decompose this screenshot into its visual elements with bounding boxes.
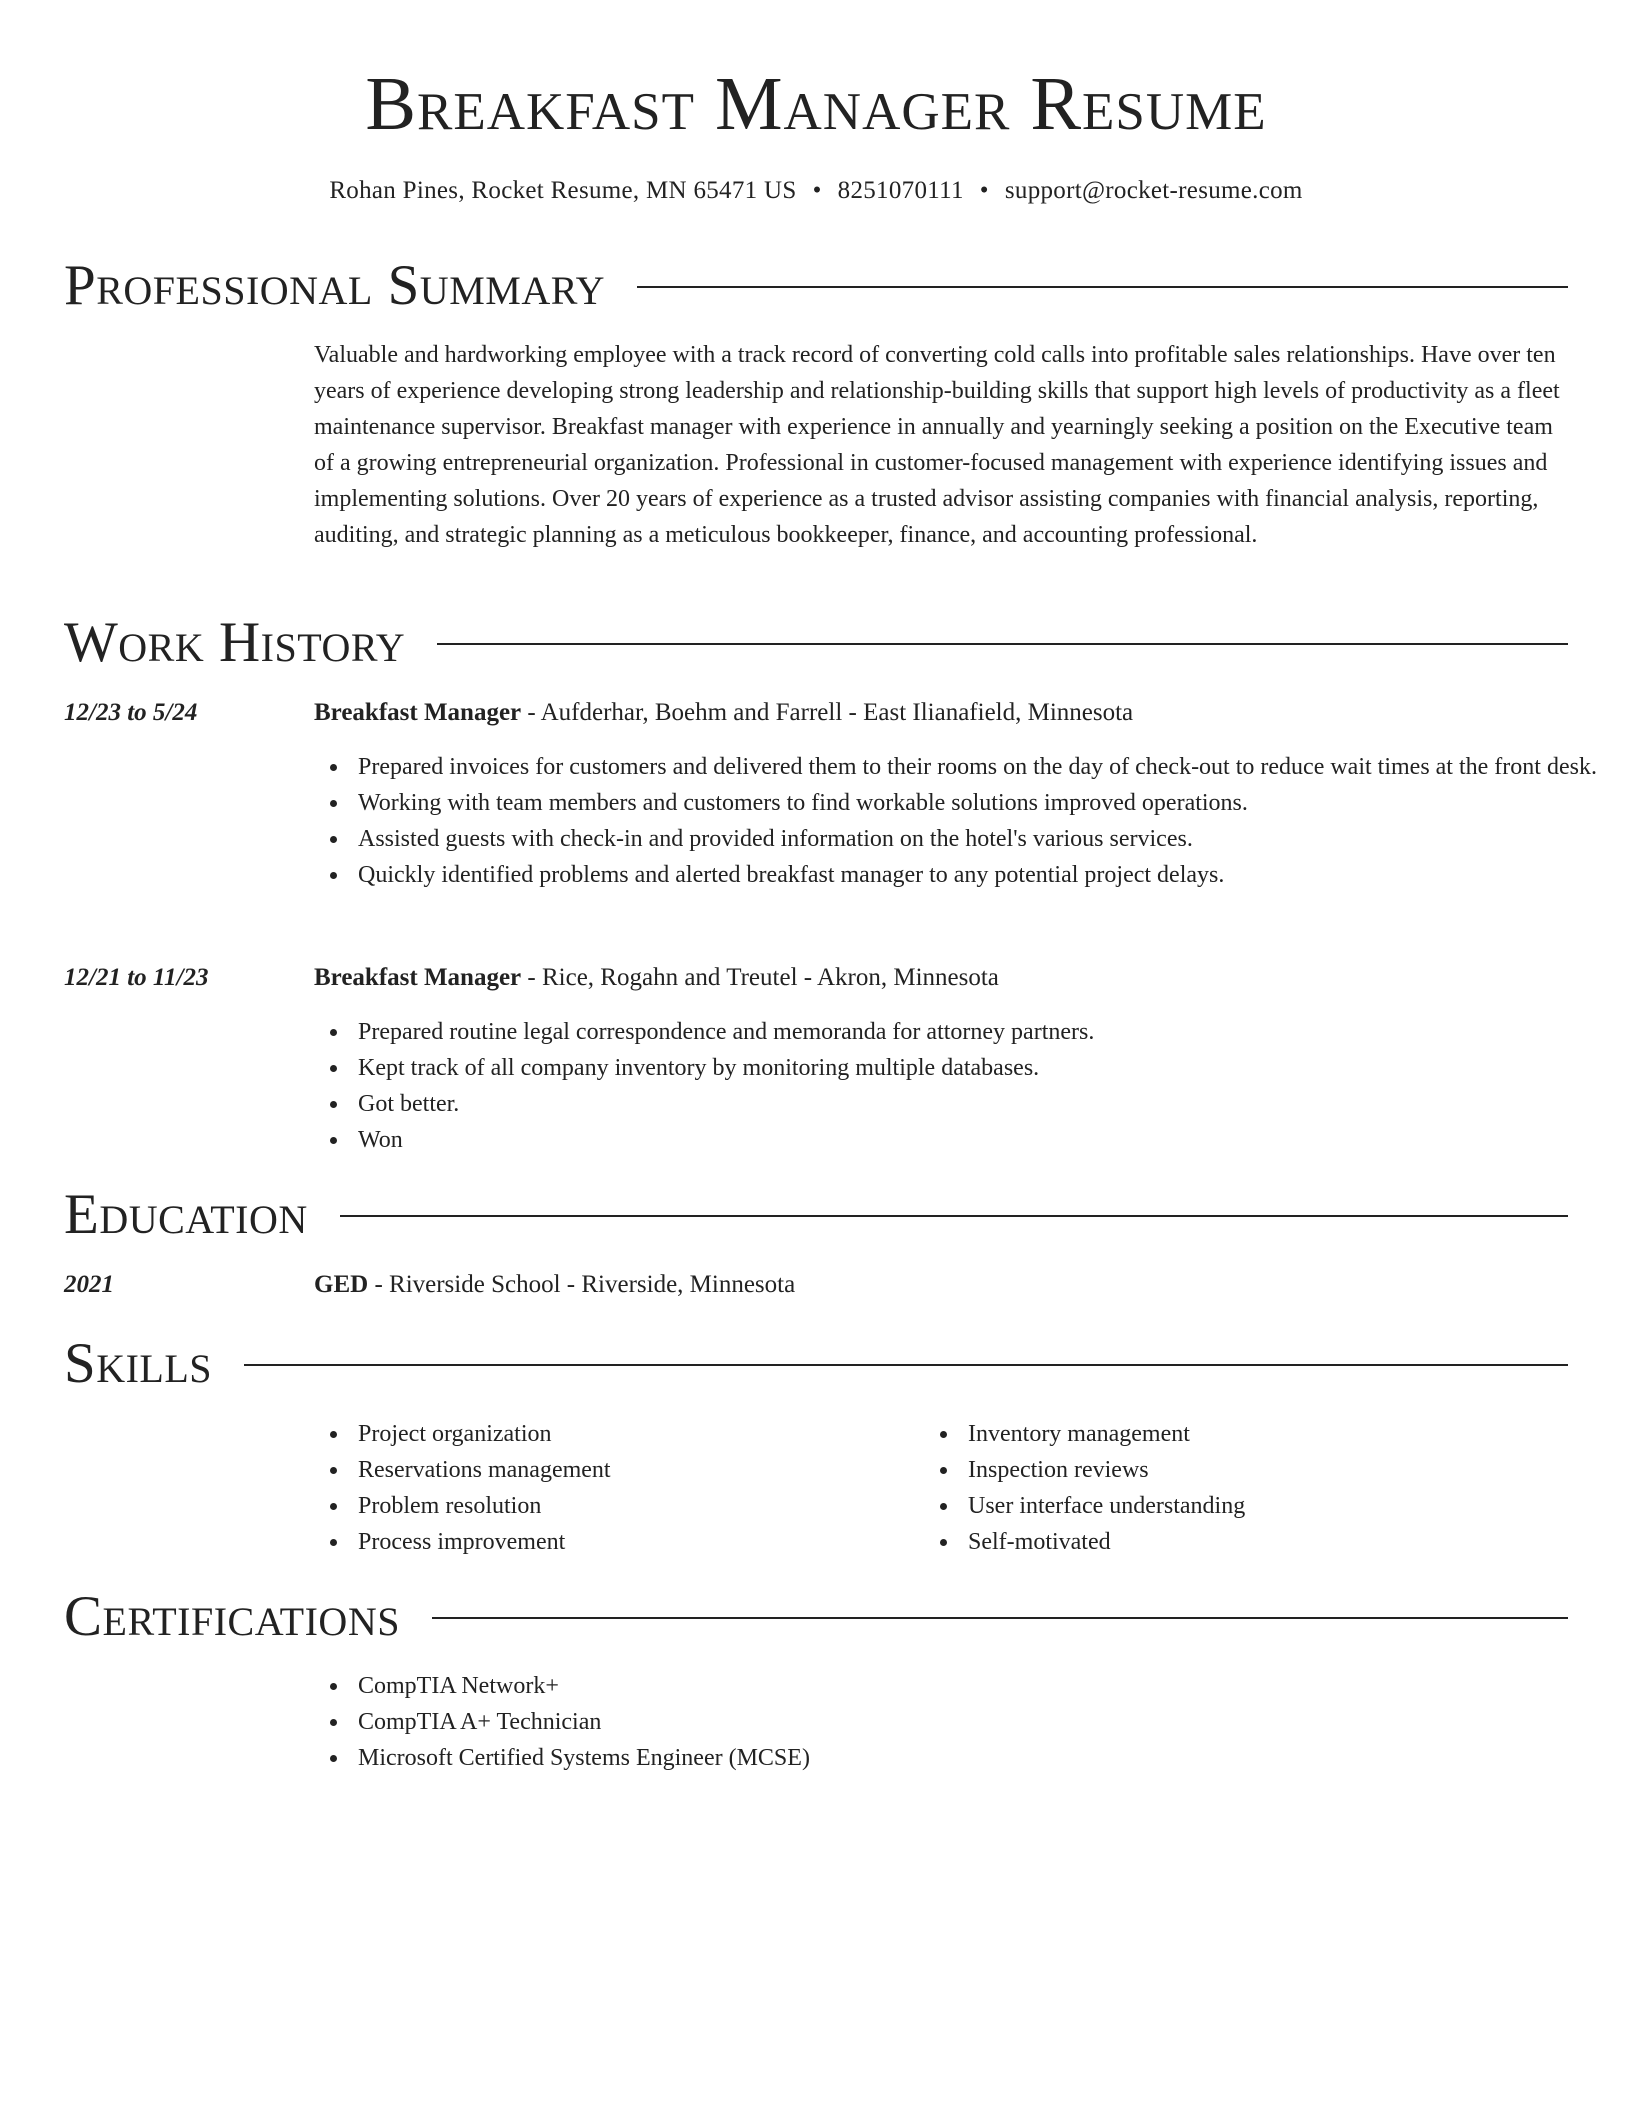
contact-address: Rohan Pines, Rocket Resume, MN 65471 US xyxy=(329,177,797,204)
skill-item: Process improvement xyxy=(358,1524,928,1560)
job-dates: 12/23 to 5/24 xyxy=(64,699,198,726)
education-school: - Riverside School - Riverside, Minnesota xyxy=(368,1271,796,1298)
certification-item: Microsoft Certified Systems Engineer (MCSE) xyxy=(358,1740,1608,1776)
education-degree: GED xyxy=(314,1271,369,1298)
skills-heading: Skills xyxy=(64,1332,213,1395)
skill-item: Problem resolution xyxy=(358,1488,928,1524)
certification-item: CompTIA Network+ xyxy=(358,1668,1608,1704)
job-heading xyxy=(314,960,1568,996)
section-divider xyxy=(437,643,1568,645)
education-year: 2021 xyxy=(64,1271,114,1298)
certification-item: CompTIA A+ Technician xyxy=(358,1704,1608,1740)
skill-item: User interface understanding xyxy=(968,1488,1538,1524)
summary-text: Valuable and hardworking employee with a track record of converting cold calls into profitable sales relationships. Have over ten years of experience developing strong leadership and relationship-building skills that support high levels of productivity as a fleet maintenance supervisor. Breakfast manager with experience in annually and yearningly seeking a position on the Executive team of a growing entrepreneurial organization. Professional in customer-focused management with experience identifying issues and implementing solutions. Over 20 years of experience as a trusted advisor assisting companies with financial analysis, reporting, auditing, and strategic planning as a meticulous bookkeeper, finance, and accounting professional. xyxy=(314,342,1560,548)
skill-item: Inspection reviews xyxy=(968,1452,1538,1488)
resume-title: Breakfast Manager Resume xyxy=(365,62,1267,146)
contact-email: support@rocket-resume.com xyxy=(1004,177,1303,204)
job-employer: - Rice, Rogahn and Treutel - Akron, Minnesota xyxy=(521,964,999,991)
skill-item: Reservations management xyxy=(358,1452,928,1488)
summary-heading: Professional Summary xyxy=(64,254,606,317)
job-dates: 12/21 to 11/23 xyxy=(64,964,209,991)
section-divider xyxy=(637,286,1568,288)
list-item: Prepared invoices for customers and delivered them to their rooms on the day of check-out to reduce wait times at the front desk. xyxy=(358,749,1608,785)
list-item: Kept track of all company inventory by monitoring multiple databases. xyxy=(358,1050,1608,1086)
summary-section-header xyxy=(64,251,1568,321)
job-title: Breakfast Manager xyxy=(314,699,522,726)
work-heading: Work History xyxy=(64,611,406,674)
skill-item: Self-motivated xyxy=(968,1524,1538,1560)
job-title: Breakfast Manager xyxy=(314,964,522,991)
skills-section-header xyxy=(64,1329,1568,1399)
section-divider xyxy=(244,1364,1568,1366)
education-section-header xyxy=(64,1180,1568,1250)
job-1-bullets xyxy=(314,749,1608,893)
list-item: Prepared routine legal correspondence and memoranda for attorney partners. xyxy=(358,1014,1608,1050)
skill-item: Project organization xyxy=(358,1416,928,1452)
certifications-section-header xyxy=(64,1582,1568,1652)
list-item: Working with team members and customers to find workable solutions improved operations. xyxy=(358,785,1608,821)
job-heading xyxy=(314,695,1568,731)
job-employer: - Aufderhar, Boehm and Farrell - East Ilianafield, Minnesota xyxy=(521,699,1134,726)
skills-list-left xyxy=(314,1416,928,1560)
education-heading: Education xyxy=(64,1183,308,1246)
contact-separator: • xyxy=(979,177,989,204)
job-2-bullets xyxy=(314,1014,1608,1158)
list-item: Assisted guests with check-in and provided information on the hotel's various services. xyxy=(358,821,1608,857)
certifications-list xyxy=(314,1668,1608,1776)
list-item: Won xyxy=(358,1122,1608,1158)
section-divider xyxy=(432,1617,1568,1619)
education-heading-line xyxy=(314,1267,1568,1303)
section-divider xyxy=(340,1215,1568,1217)
work-section-header xyxy=(64,608,1568,678)
contact-separator: • xyxy=(812,177,822,204)
skill-item: Inventory management xyxy=(968,1416,1538,1452)
certifications-heading: Certifications xyxy=(64,1585,400,1648)
list-item: Got better. xyxy=(358,1086,1608,1122)
contact-line xyxy=(0,174,1632,208)
contact-phone: 8251070111 xyxy=(837,177,964,204)
list-item: Quickly identified problems and alerted breakfast manager to any potential project delays. xyxy=(358,857,1608,893)
skills-list-right xyxy=(924,1416,1538,1560)
